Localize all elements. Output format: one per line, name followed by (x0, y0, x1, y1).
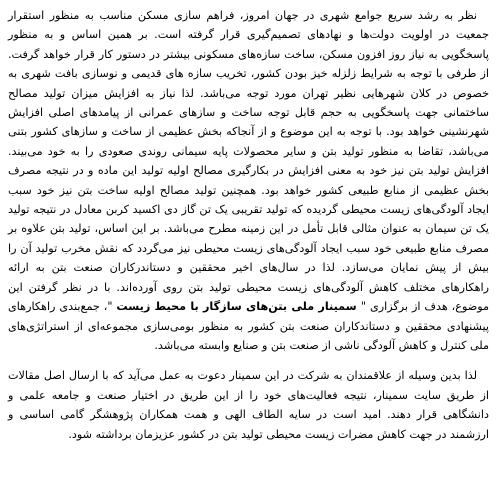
seminar-title: سمینار ملی بتن‌های سازگار با محیط زیست (116, 300, 361, 314)
intro-paragraph (8, 6, 489, 355)
invitation-text: لذا بدین وسیله از علاقمندان به شرکت در این سمینار دعوت به عمل می‌آید که با ارسال اصل مقالات از طریق سایت سمینار، نتیجه فعالیت‌های خود را از این طریق در اختیار صنعت و جامعه علمی و دانشگاهی قرار دهند. امید است در سایه الطاف الهی و همت همکاران پژوهشگر گامی اساسی و ارزشمند در جهت کاهش مضرات زیست محیطی تولید بتن در کشور عزیزمان برداشته شود. (8, 369, 489, 441)
intro-text-continued: "، جمع‌بندی راهکارهای پیشنهادی محققین و دستاندکاران صنعت بتن کشور به منظور بومی‌سازی مجموعه‌ای از استراتژی‌های ملی کنترل و کاهش آلودگی ناشی از صنعت بتن و صنایع وابسته می‌باشد. (8, 300, 489, 352)
intro-text: نظر به رشد سریع جوامع شهری در جهان امروز، فراهم سازی مسکن مناسب به منظور استقرار جمعیت در اولویت دولت‌ها و نهادهای تصمیم‌گیری قرار گرفته است. بر همین اساس و به منظور پاسخگویی به نیاز روز افزون مسکن، ساخت سازه‌های مسکونی بیشتر در دستور کار قرار خواهد گرفت. از طرفی با توجه به شرایط زلزله خیز بودن کشور، تخریب سازه های قدیمی و نوسازی بافت شهری به خصوص در کلان شهرهایی نظیر تهران مورد توجه می‌باشد. لذا نیاز به افزایش میزان تولید مصالح ساختمانی جهت پاسخگویی به حجم قابل توجه ساخت و سازهای عمرانی از پیامدهای اصلی افزایش شهرنشینی خواهد بود. با توجه به این موضوع و از آنجاکه بخش عظیمی از ساخت و سازهای کشور بتنی می‌باشد، تقاضا به منظور تولید بتن و سایر محصولات پایه سیمانی روندی صعودی را به خود می‌بیند. افزایش تولید بتن نیز خود به معنی افزایش در بکارگیری مصالح اولیه تولید این ماده و در نتیجه مصرف بخش عظیمی از منابع طبیعی کشور خواهد بود. همچنین تولید مصالح اولیه ساخت بتن نیز خود سبب ایجاد آلودگی‌های زیست محیطی گردیده که تولید تقریبی یک تن گاز دی اکسید کربن معادل در نتیجه تولید یک تن سیمان به عنوان مثالی قابل تأمل در این زمینه مطرح می‌باشد. بر این اساس، تولید بتن علاوه بر مصرف منابع طبیعی خود سبب ایجاد آلودگی‌های زیست محیطی نیز می‌گردد که نقش مخرب تولید آن را بیش از پیش نمایان می‌سازد. لذا در سال‌های اخیر محققین و دستاندرکاران صنعت بتن به ارائه راهکارهای مختلف کاهش آلودگی‌های زیست محیطی تولید بتن روی آورده‌اند. با در نظر گرفتن این موضوع، هدف از برگزاری " (8, 9, 489, 314)
invitation-paragraph (8, 366, 489, 444)
call-for-papers-text (8, 6, 489, 476)
